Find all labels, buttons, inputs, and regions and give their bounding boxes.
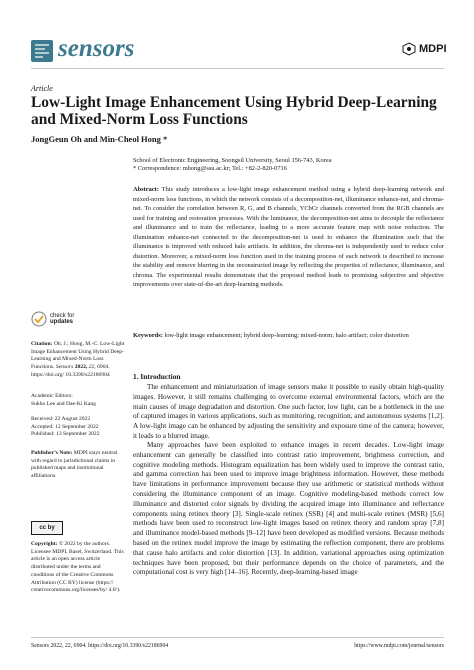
keywords [133,331,444,341]
publisher-name: MDPI [419,43,447,55]
keywords-text: low-light image enhancement; hybrid deep-learning; mixed-norm; halo artifact; color distortion [164,332,409,339]
abstract-label: Abstract: [133,186,159,193]
footer-citation[interactable]: Sensors 2022, 22, 6904. https://doi.org/10.3390/s22186904 [31,643,169,649]
keywords-label: Keywords: [133,332,163,339]
check-line-1: check for [50,312,75,319]
header-divider [31,68,444,69]
mdpi-icon [402,42,416,56]
affiliation: School of Electronic Engineering, Soongsil University, Seoul 156-743, Korea [133,157,332,164]
citation-block [31,341,125,380]
publisher-logo[interactable] [402,42,447,56]
publisher-note-text: MDPI stays neutral with regard to jurisdictional claims in published maps and institutional affiliations. [31,450,118,480]
citation-doi[interactable]: 6904. https://doi.org/ 10.3390/s22186904 [31,364,110,378]
article-type: Article [31,84,53,93]
cc-by-license-icon[interactable]: cc by [31,521,63,535]
check-for-updates-icon [31,311,47,327]
dates-block [31,416,125,439]
publisher-note [31,450,125,481]
footer-divider [31,637,444,638]
check-line-2: updates [50,319,74,325]
correspondence: * Correspondence: mhong@ssu.ac.kr; Tel.: +82-2-820-0716 [133,165,287,173]
section-heading: 1. Introduction [133,372,181,381]
paragraph-1: The enhancement and miniaturization of image sensors make it possible to easily obtain high-quality images. However, it still remains challenging to overcome external environmental factors, which are the main causes of image degradation and distortion. One such factor, low light, can be a bottleneck in the use of captured images in various applications, such as monitoring, recognition, and autonomous systems [1,2]. A low-light image can be enhanced by adjusting the sensitivity and exposure time of the camera; however, it leads to a blurred image. [133,383,444,440]
received-date: Received: 22 August 2022 [31,416,91,422]
editors-label: Academic Editors: [31,393,73,399]
check-for-updates-button[interactable] [31,311,74,327]
accepted-date: Accepted: 12 September 2022 [31,423,99,430]
copyright-text: © 2022 by the authors. Licensee MDPI, Basel, Switzerland. This article is an open access article distributed under the terms and conditions of the Creative Commons Attribution (CC BY) license (https:// creativecommons.org/licenses/by/ 4.0/). [31,541,124,594]
published-date: Published: 13 September 2022 [31,431,100,438]
editors-block [31,393,125,408]
journal-name[interactable]: sensors [58,35,135,62]
journal-logo-icon [31,40,53,62]
citation-volume: 22, [88,364,96,371]
title-line-2: and Mixed-Norm Loss Functions [31,111,248,128]
affiliations [133,157,443,173]
footer-journal-url[interactable]: https://www.mdpi.com/journal/sensors [354,643,444,649]
copyright-block [31,541,125,595]
title-line-1: Low-Light Image Enhancement Using Hybrid Deep-Learning [31,94,437,111]
abstract [133,185,444,290]
copyright-label: Copyright: [31,541,58,547]
abstract-text: This study introduces a low-light image enhancement method using a hybrid deep-learning network and mixed-norm loss functions, in which the network consists of a decomposition-net, illuminance enhance-net, and chroma-net. To consider the correlation between R, G, and B channels, YCbCr channels converted from the RGB channels are used for training and restoration processes. With the luminance, the decomposition-net aims to decouple the reflectance and illuminance and to train the reflectance, leading to a more accurate feature map with noise reduction. The illumination enhance-net connected to the decomposition-net is used to enhance the illumination such that the illuminance is improved with reduced halo artifacts. In addition, the chroma-net is independently used to reduce color distortion. Moreover, a mixed-norm loss function used in the training process of each network is described to increase the stability and remove blurring in the reconstructed image by reflecting the properties of reflectance, illuminance, and chroma. The experimental results demonstrate that the proposed method leads to promising subjective and objective improvements over state-of-the-art deep-learning methods. [133,186,445,288]
editors-names: Sukho Lee and Dae-Ki Kang [31,400,96,407]
publisher-note-label: Publisher’s Note: [31,450,73,456]
citation-text: Oh, J.; Hong, M.-C. Low-Light Image Enhancement Using Hybrid Deep-Learning and Mixed-Norm Loss Functions. [31,341,125,371]
paragraph-2: Many approaches have been exploited to enhance images in recent decades. Low-light image enhancement can generally be classified into contrast ratio improvement, brightness correction, and cognitive modeling methods. Histogram equalization has been widely used to improve the contrast ratio, and gamma correction has been used to improve image brightness information. However, these methods have limitations in performance improvement because they use arithmetic or statistical methods without considering the illuminance component of an image. Cognitive modeling-based methods correct low illuminance and distorted color signals by dividing the acquired image into illuminance and reflectance components using retinex theory [3]. Single-scale retinex (SSR) [4] and multi-scale retinex (MSR) [5,6] methods have been used to reconstruct low-light images based on retinex theory and random spray [7,8] and illuminance model-based methods [9–12] have been developed as modified versions. Because methods based on the retinex model improve the image by estimating the reflection component, there are problems that cause halo artifacts and color distortion [13]. In addition, variational approaches using optimization techniques have been proposed, but their performance depends on the choice of parameters, and the computational cost is very high [14–16]. Recently, deep-learning-based image [133,441,444,577]
citation-year: 2022, [74,364,88,371]
citation-label: Citation: [31,341,53,347]
author-list[interactable]: JongGeun Oh and Min-Cheol Hong * [31,134,168,144]
article-title [31,94,451,128]
citation-journal: Sensors [55,364,74,371]
